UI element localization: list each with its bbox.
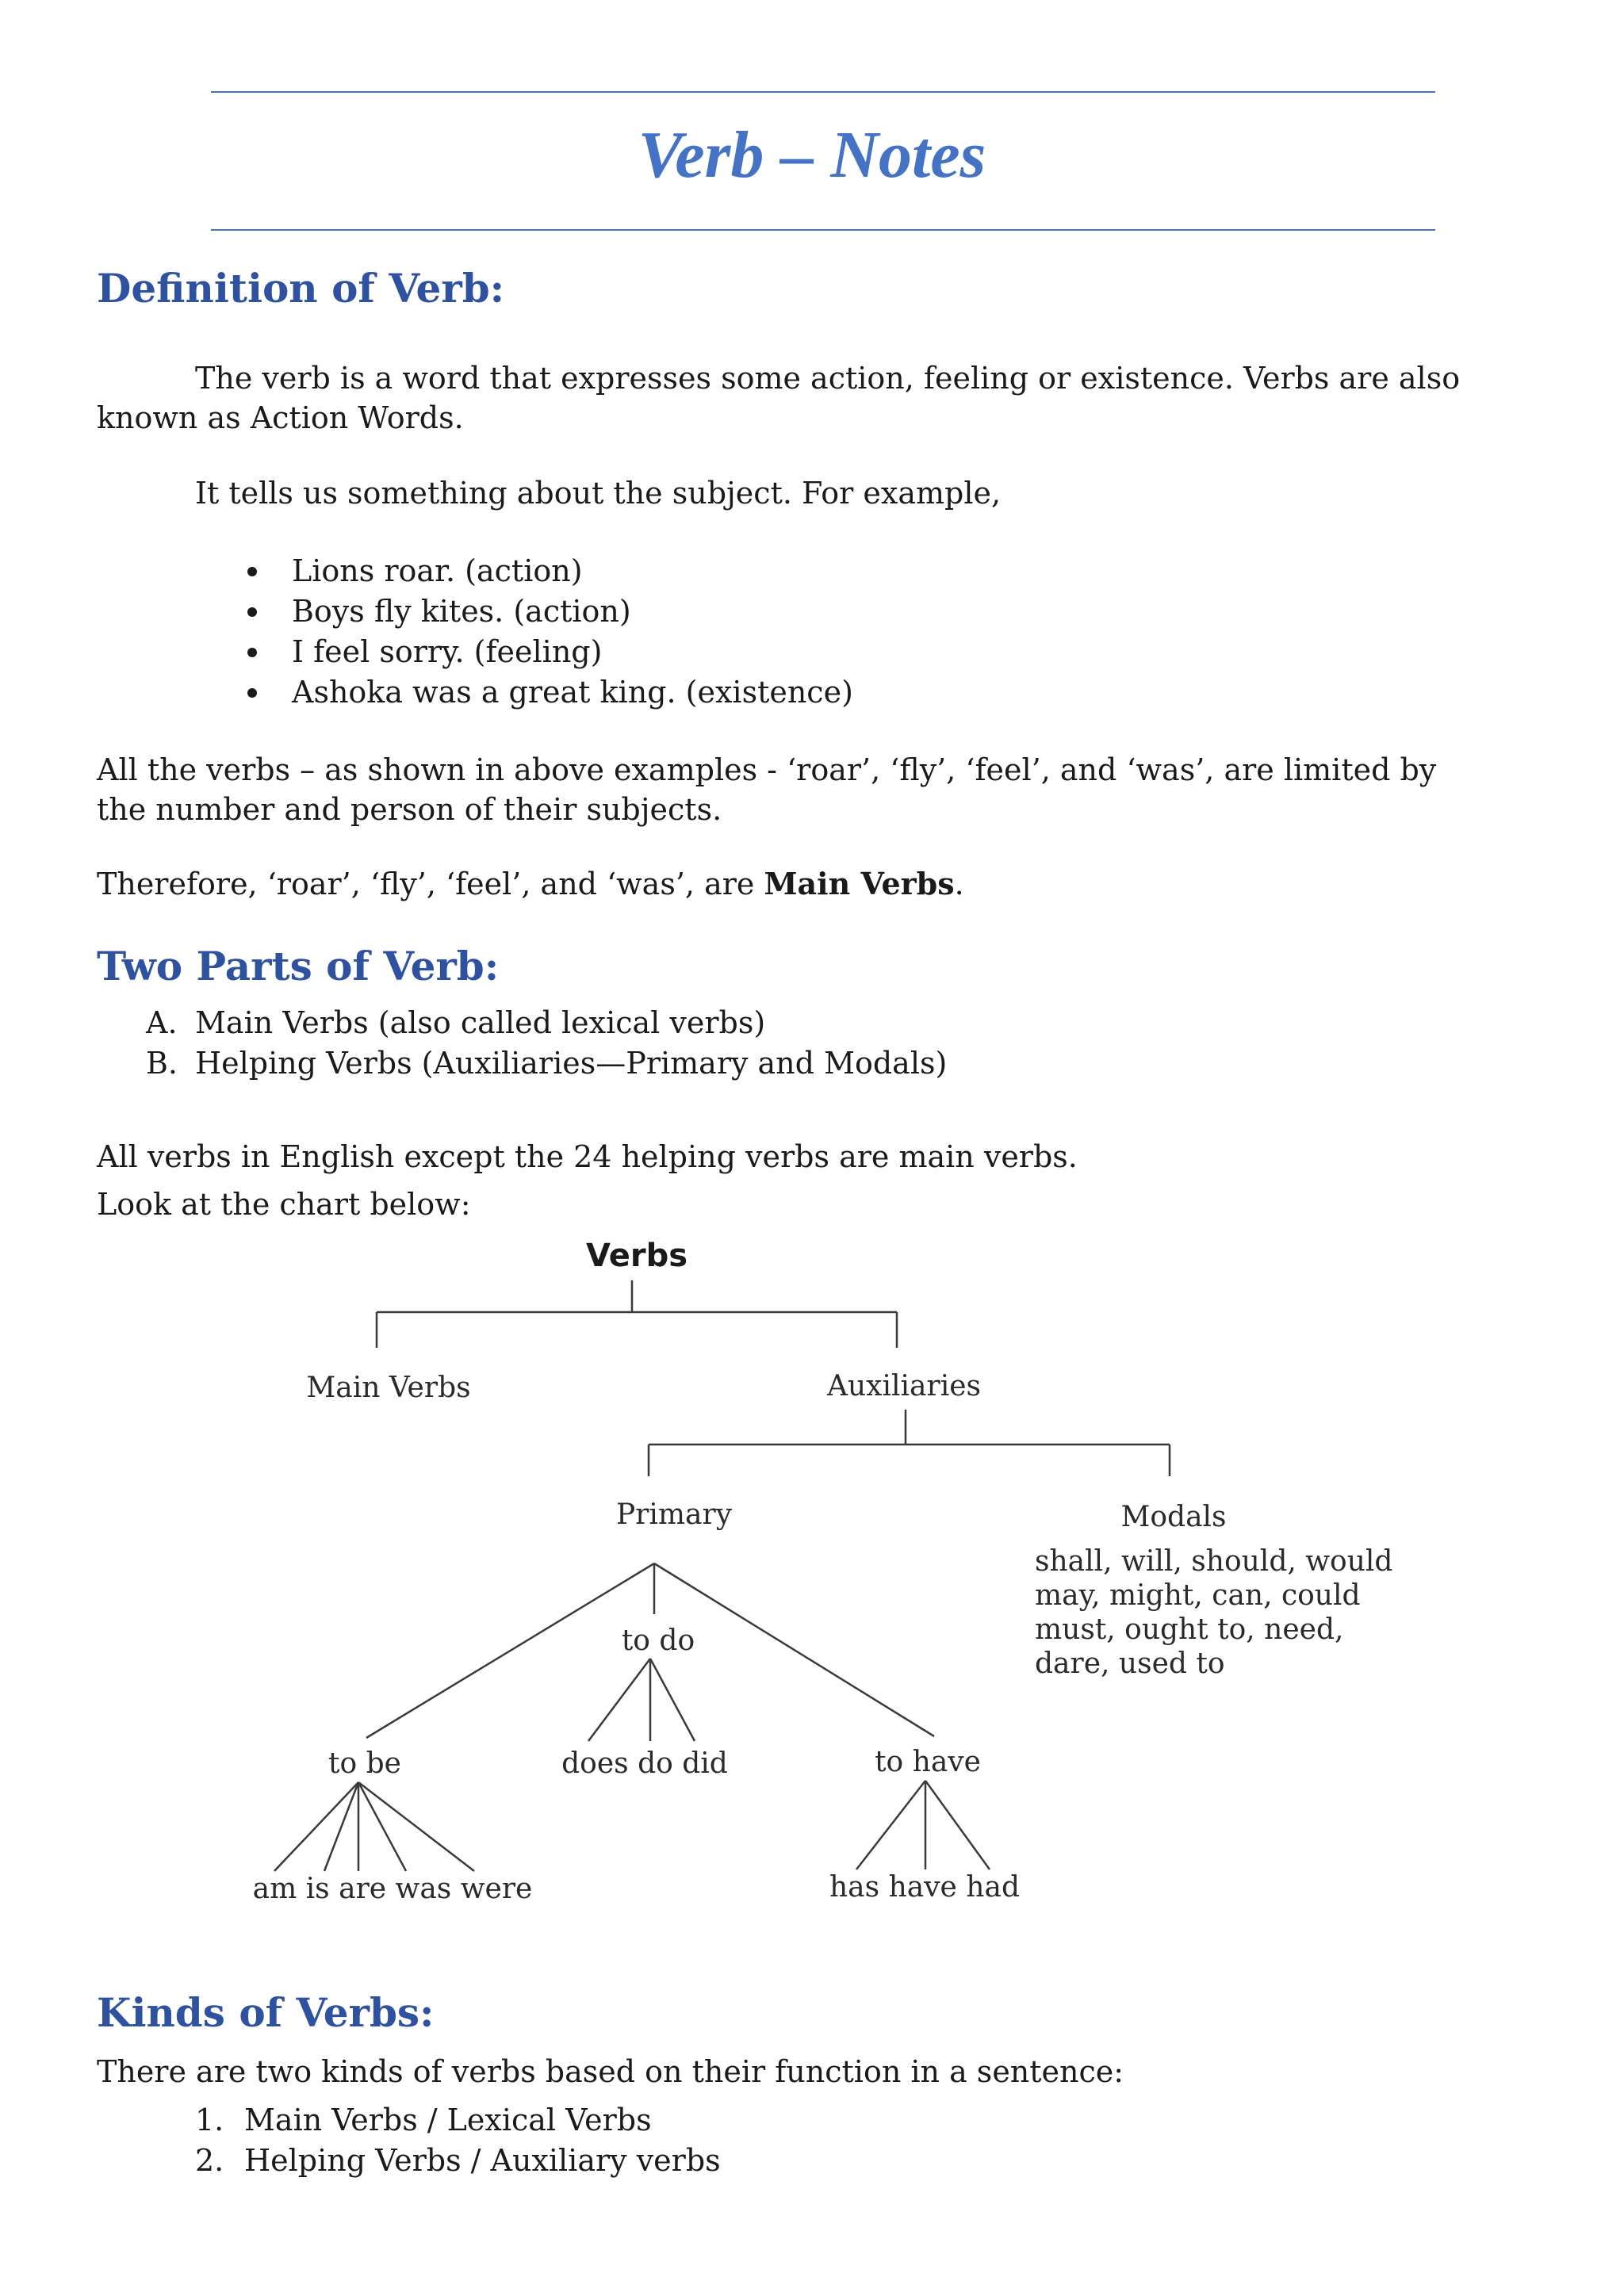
helping-verbs-paragraph: All verbs in English except the 24 helping verbs are main verbs.: [97, 1139, 1078, 1174]
kinds-intro: There are two kinds of verbs based on their function in a sentence:: [97, 2054, 1124, 2089]
main-verbs-bold: Main Verbs: [764, 866, 955, 901]
modals-line-1: shall, will, should, would: [1035, 1545, 1393, 1578]
main-verbs-paragraph: Therefore, ‘roar’, ‘fly’, ‘feel’, and ‘was’, are Main Verbs.: [97, 866, 964, 901]
list-item: I feel sorry. (feeling): [97, 632, 853, 672]
list-item: Ashoka was a great king. (existence): [97, 672, 853, 713]
definition-heading: Definition of Verb:: [97, 265, 505, 312]
modals-line-3: must, ought to, need,: [1035, 1613, 1344, 1646]
list-item: Boys fly kites. (action): [97, 591, 853, 632]
primary-node: Primary: [615, 1498, 733, 1531]
modals-line-4: dare, used to: [1035, 1647, 1225, 1680]
definition-paragraph: The verb is a word that expresses some action, feeling or existence. Verbs are also known as Action Words.: [97, 361, 1461, 435]
two-parts-heading: Two Parts of Verb:: [97, 943, 500, 989]
modals-node: Modals: [1120, 1501, 1227, 1533]
to-have-node: to have: [875, 1746, 981, 1778]
kinds-heading: Kinds of Verbs:: [97, 1989, 435, 2036]
to-be-forms: am is are was were: [252, 1873, 533, 1905]
example-intro: It tells us something about the subject. For example,: [195, 476, 1002, 511]
list-item: 2. Helping Verbs / Auxiliary verbs: [195, 2143, 721, 2178]
chart-intro: Look at the chart below:: [97, 1187, 471, 1222]
to-do-node: to do: [621, 1624, 695, 1657]
main-verbs-node: Main Verbs: [306, 1372, 471, 1404]
page-title: Verb – Notes: [638, 118, 986, 192]
to-be-node: to be: [328, 1747, 401, 1780]
list-item: B. Helping Verbs (Auxiliaries—Primary and Modals): [146, 1046, 948, 1081]
list-item: A. Main Verbs (also called lexical verbs): [146, 1005, 766, 1040]
kinds-list: [97, 2100, 721, 2181]
to-have-forms: has have had: [829, 1871, 1020, 1904]
to-have-branches: [856, 1781, 990, 1869]
modals-line-2: may, might, can, could: [1035, 1579, 1361, 1612]
auxiliaries-connector: [649, 1410, 1170, 1476]
list-item: 1. Main Verbs / Lexical Verbs: [195, 2103, 652, 2137]
to-be-branches: [274, 1782, 474, 1871]
to-do-branches: [588, 1659, 695, 1741]
root-connector: [377, 1280, 897, 1348]
to-do-forms: does do did: [561, 1747, 728, 1780]
auxiliaries-node: Auxiliaries: [827, 1370, 981, 1402]
limited-verbs-paragraph: All the verbs – as shown in above examples - ‘roar’, ‘fly’, ‘feel’, and ‘was’, are limited by the number and person of their subjects.: [97, 752, 1437, 827]
chart-root-label: Verbs: [585, 1238, 688, 1274]
list-item: Lions roar. (action): [97, 551, 853, 591]
